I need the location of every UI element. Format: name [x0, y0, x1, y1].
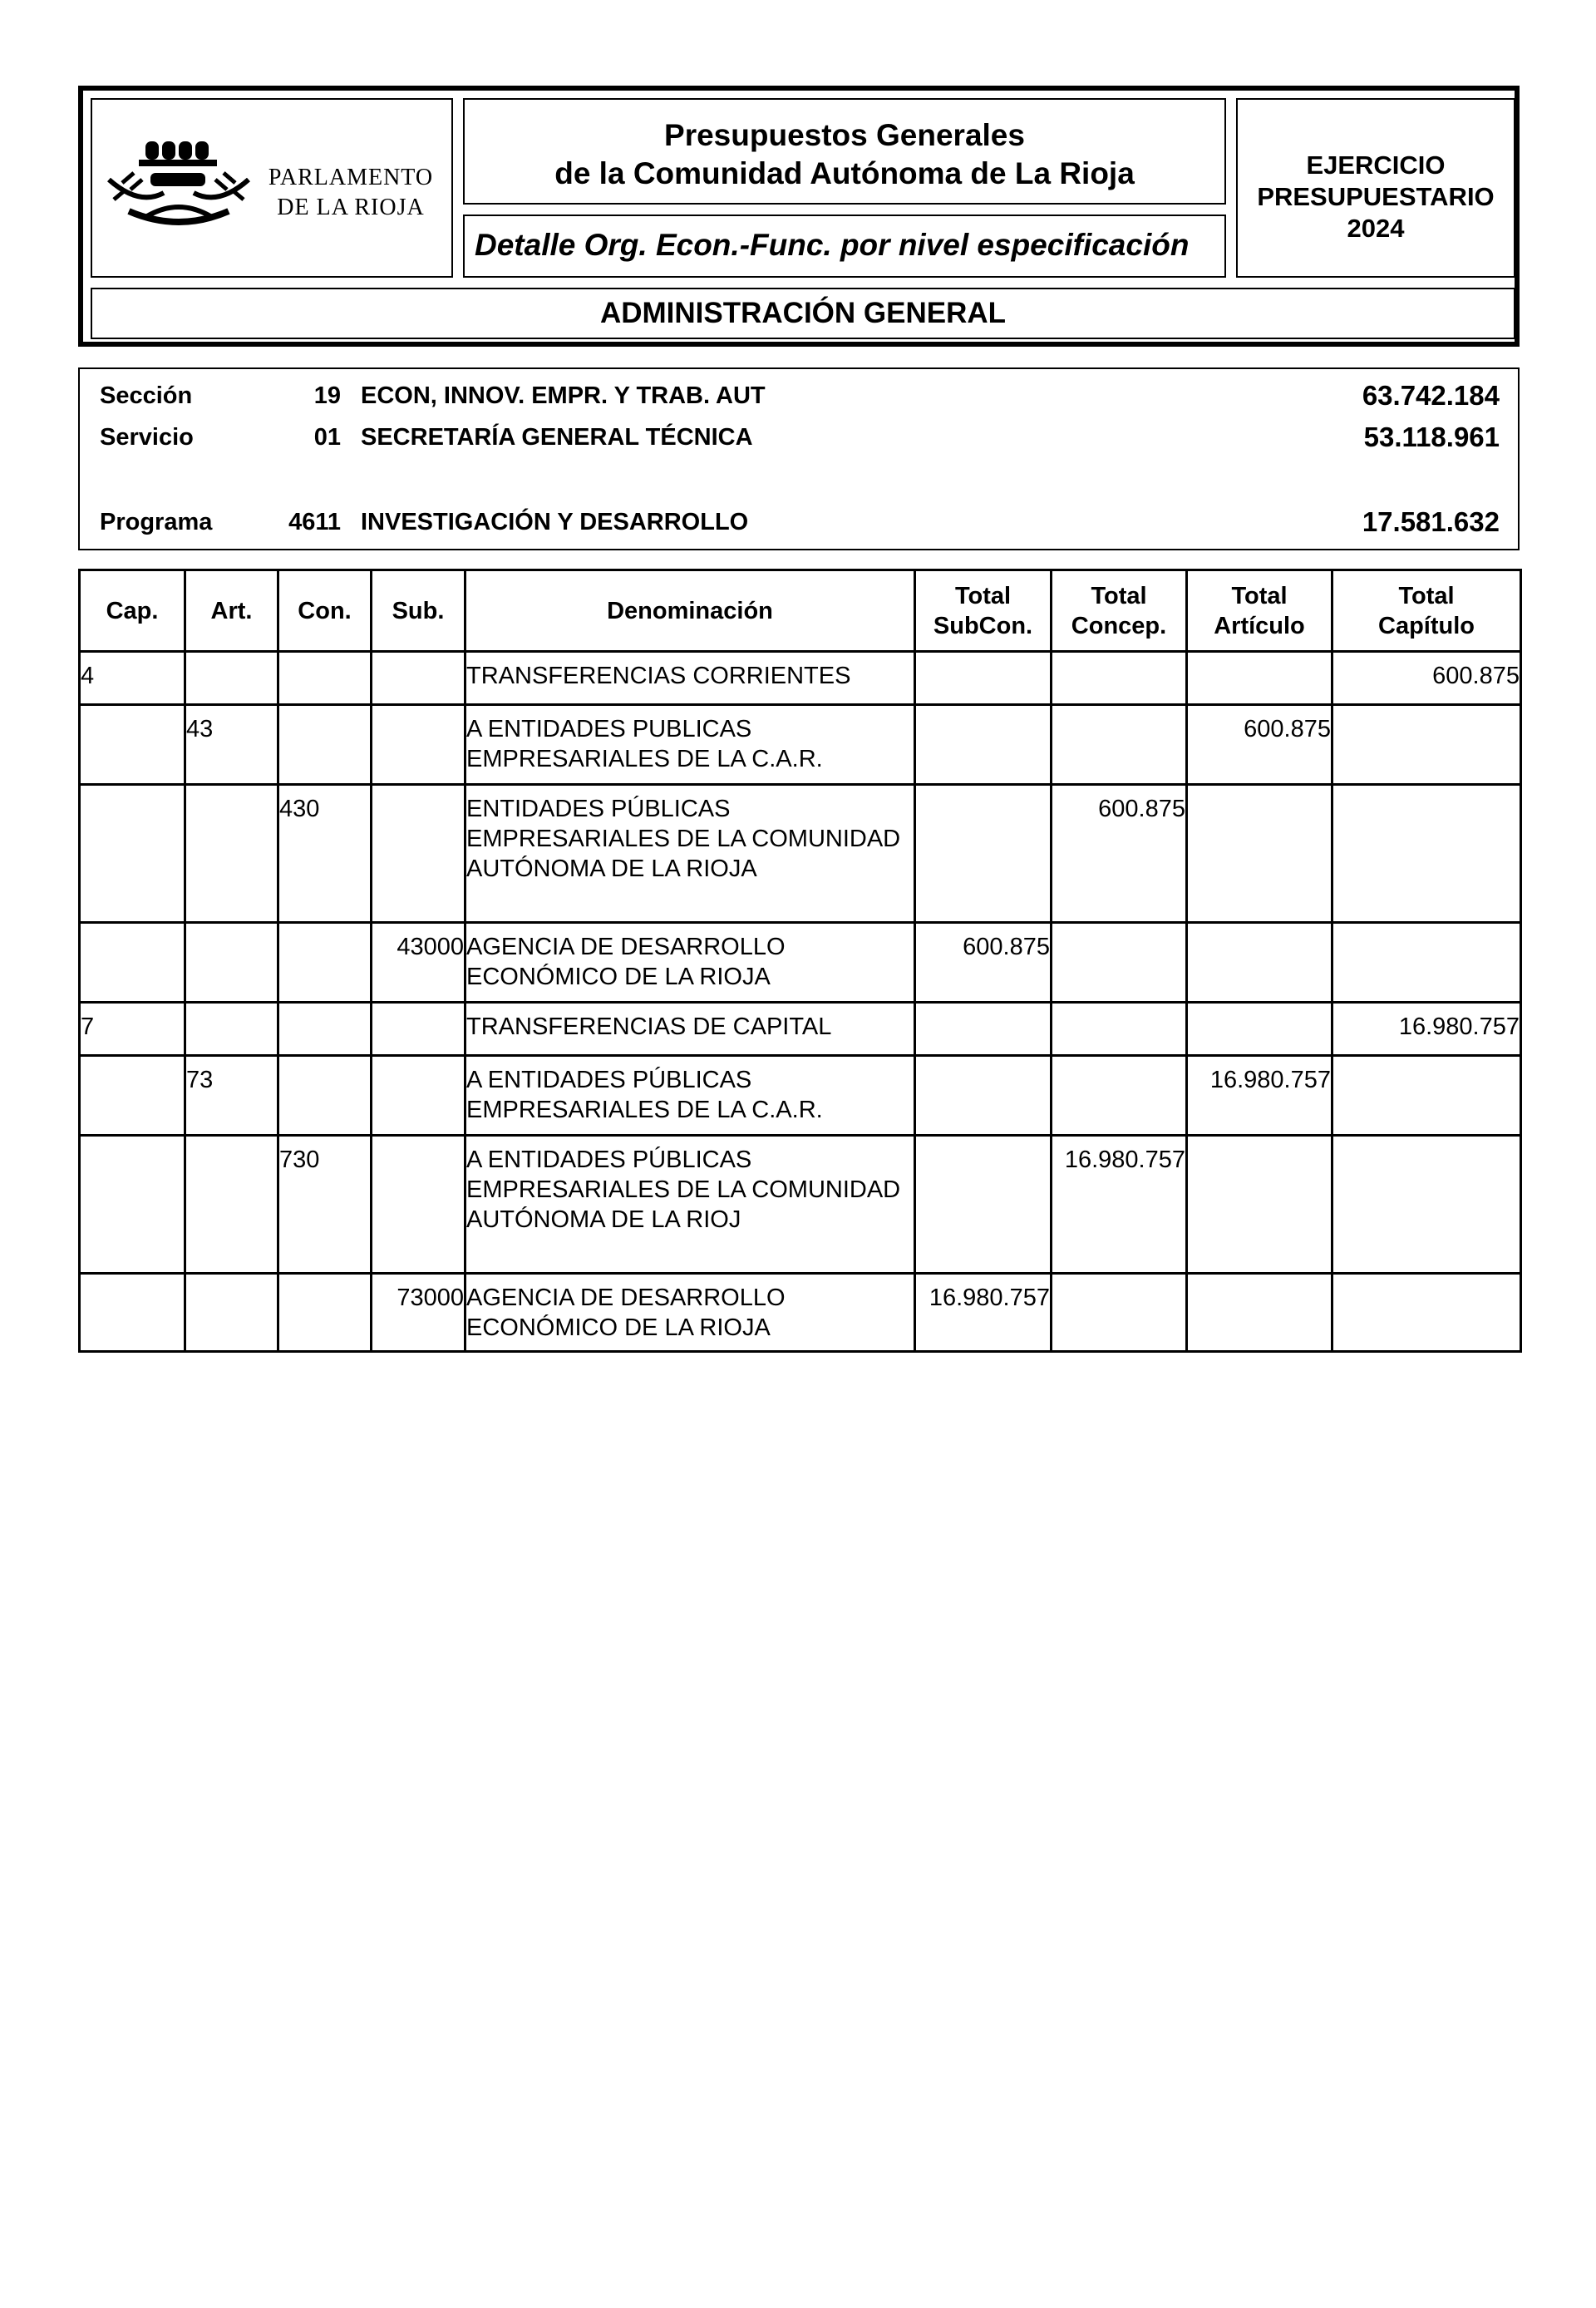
cell-denominacion: AGENCIA DE DESARROLLO ECONÓMICO DE LA RIOJA — [466, 923, 915, 1003]
cell-con — [278, 1056, 372, 1136]
cell-total-subcon — [915, 1056, 1052, 1136]
cell-total-concep: 600.875 — [1052, 785, 1187, 923]
programa-desc: INVESTIGACIÓN Y DESARROLLO — [361, 509, 749, 535]
seccion-desc: ECON, INNOV. EMPR. Y TRAB. AUT — [361, 382, 766, 409]
cell-total-concep — [1052, 705, 1187, 785]
cell-total-subcon — [915, 705, 1052, 785]
cell-cap — [80, 1136, 185, 1274]
cell-con: 430 — [278, 785, 372, 923]
cell-total-concep — [1052, 1003, 1187, 1056]
header-total-concep — [1052, 570, 1187, 652]
cell-total-articulo: 16.980.757 — [1187, 1056, 1332, 1136]
logo-text — [255, 163, 446, 223]
admin-box — [91, 288, 1515, 339]
header-total-articulo — [1187, 570, 1332, 652]
cell-cap — [80, 923, 185, 1003]
cell-con — [278, 705, 372, 785]
cell-art — [185, 652, 278, 705]
cell-denominacion: A ENTIDADES PUBLICAS EMPRESARIALES DE LA C.A.R. — [466, 705, 915, 785]
cell-cap — [80, 1056, 185, 1136]
cell-cap: 7 — [80, 1003, 185, 1056]
budget-info-block — [78, 367, 1520, 550]
cell-total-subcon: 16.980.757 — [915, 1274, 1052, 1352]
cell-art — [185, 1274, 278, 1352]
cell-sub: 43000 — [372, 923, 466, 1003]
header-total-articulo-1: Total — [1231, 582, 1288, 609]
table-row — [80, 1003, 1521, 1056]
cell-con: 730 — [278, 1136, 372, 1274]
header-total-subcon-1: Total — [954, 582, 1012, 609]
programa-code: 4611 — [288, 509, 341, 535]
cell-total-articulo — [1187, 923, 1332, 1003]
cell-total-capitulo — [1332, 705, 1521, 785]
cell-sub — [372, 652, 466, 705]
cell-total-concep — [1052, 652, 1187, 705]
cell-total-capitulo — [1332, 923, 1521, 1003]
cell-total-articulo — [1187, 1274, 1332, 1352]
cell-cap — [80, 785, 185, 923]
report-subtitle: Detalle Org. Econ.-Func. por nivel especificación — [475, 228, 1190, 262]
title-line-1: Presupuestos Generales — [664, 118, 1025, 152]
cell-denominacion: A ENTIDADES PÚBLICAS EMPRESARIALES DE LA C.A.R. — [466, 1056, 915, 1136]
cell-denominacion: A ENTIDADES PÚBLICAS EMPRESARIALES DE LA COMUNIDAD AUTÓNOMA DE LA RIOJ — [466, 1136, 915, 1274]
presupuestario-label: PRESUPUESTARIO — [1257, 182, 1495, 211]
header-total-articulo-2: Artículo — [1214, 612, 1305, 639]
cell-art — [185, 785, 278, 923]
header-total-subcon-2: SubCon. — [933, 612, 1033, 639]
cell-total-capitulo — [1332, 1136, 1521, 1274]
header-total-concep-2: Concep. — [1071, 612, 1167, 639]
header-art: Art. — [185, 570, 278, 652]
ejercicio-label: EJERCICIO — [1306, 150, 1446, 180]
cell-total-subcon: 600.875 — [915, 923, 1052, 1003]
servicio-desc: SECRETARÍA GENERAL TÉCNICA — [361, 424, 753, 451]
logo-box — [91, 98, 453, 278]
ejercicio-year: 2024 — [1347, 214, 1405, 243]
cell-total-concep — [1052, 1274, 1187, 1352]
table-row — [80, 1274, 1521, 1352]
admin-title: ADMINISTRACIÓN GENERAL — [599, 297, 1007, 329]
subtitle-box — [463, 215, 1226, 278]
cell-total-capitulo: 600.875 — [1332, 652, 1521, 705]
header-denominacion: Denominación — [466, 570, 915, 652]
cell-sub — [372, 1136, 466, 1274]
cell-total-articulo — [1187, 1136, 1332, 1274]
header-con: Con. — [278, 570, 372, 652]
ejercicio-box — [1236, 98, 1515, 278]
cell-total-subcon — [915, 1136, 1052, 1274]
cell-total-concep: 16.980.757 — [1052, 1136, 1187, 1274]
programa-row — [80, 505, 1518, 539]
cell-sub — [372, 1003, 466, 1056]
logo-line-2: DE LA RIOJA — [277, 195, 425, 220]
servicio-label: Servicio — [100, 424, 194, 451]
cell-total-capitulo — [1332, 785, 1521, 923]
title-line-2: de la Comunidad Autónoma de La Rioja — [554, 156, 1135, 190]
cell-sub — [372, 705, 466, 785]
cell-total-articulo — [1187, 785, 1332, 923]
table-row — [80, 785, 1521, 923]
cell-total-articulo — [1187, 1003, 1332, 1056]
cell-con — [278, 1003, 372, 1056]
cell-total-subcon — [915, 652, 1052, 705]
header-total-concep-1: Total — [1091, 582, 1147, 609]
cell-denominacion: AGENCIA DE DESARROLLO ECONÓMICO DE LA RIOJA — [466, 1274, 915, 1352]
cell-total-articulo: 600.875 — [1187, 705, 1332, 785]
cell-art: 73 — [185, 1056, 278, 1136]
parliament-logo-icon — [106, 140, 252, 239]
cell-cap: 4 — [80, 652, 185, 705]
cell-total-capitulo — [1332, 1056, 1521, 1136]
cell-denominacion: ENTIDADES PÚBLICAS EMPRESARIALES DE LA COMUNIDAD AUTÓNOMA DE LA RIOJA — [466, 785, 915, 923]
header-cap: Cap. — [80, 570, 185, 652]
cell-denominacion: TRANSFERENCIAS DE CAPITAL — [466, 1003, 915, 1056]
logo-line-1: PARLAMENTO — [268, 165, 434, 190]
programa-amount: 17.581.632 — [1362, 506, 1500, 537]
cell-art: 43 — [185, 705, 278, 785]
cell-cap — [80, 705, 185, 785]
table-header-row — [80, 570, 1521, 652]
header-total-capitulo — [1332, 570, 1521, 652]
servicio-row — [80, 421, 1518, 454]
cell-con — [278, 923, 372, 1003]
cell-total-subcon — [915, 1003, 1052, 1056]
cell-total-concep — [1052, 1056, 1187, 1136]
seccion-label: Sección — [100, 382, 193, 409]
servicio-amount: 53.118.961 — [1363, 422, 1500, 452]
document-header — [78, 86, 1520, 347]
cell-total-capitulo: 16.980.757 — [1332, 1003, 1521, 1056]
seccion-row — [80, 379, 1518, 412]
table-row — [80, 1056, 1521, 1136]
cell-cap — [80, 1274, 185, 1352]
cell-total-subcon — [915, 785, 1052, 923]
cell-total-capitulo — [1332, 1274, 1521, 1352]
servicio-code: 01 — [313, 424, 341, 451]
cell-total-concep — [1052, 923, 1187, 1003]
cell-art — [185, 1003, 278, 1056]
cell-total-articulo — [1187, 652, 1332, 705]
budget-detail-table — [78, 569, 1522, 1353]
table-row — [80, 652, 1521, 705]
seccion-amount: 63.742.184 — [1362, 380, 1500, 411]
table-row — [80, 1136, 1521, 1274]
title-box — [463, 98, 1226, 205]
cell-sub: 73000 — [372, 1274, 466, 1352]
header-total-capitulo-2: Capítulo — [1378, 612, 1475, 639]
seccion-code: 19 — [313, 382, 341, 409]
cell-con — [278, 652, 372, 705]
cell-sub — [372, 1056, 466, 1136]
cell-art — [185, 1136, 278, 1274]
cell-art — [185, 923, 278, 1003]
cell-con — [278, 1274, 372, 1352]
cell-sub — [372, 785, 466, 923]
header-total-subcon — [915, 570, 1052, 652]
header-total-capitulo-1: Total — [1398, 582, 1455, 609]
table-row — [80, 923, 1521, 1003]
header-sub: Sub. — [372, 570, 466, 652]
table-row — [80, 705, 1521, 785]
programa-label: Programa — [100, 509, 213, 535]
cell-denominacion: TRANSFERENCIAS CORRIENTES — [466, 652, 915, 705]
